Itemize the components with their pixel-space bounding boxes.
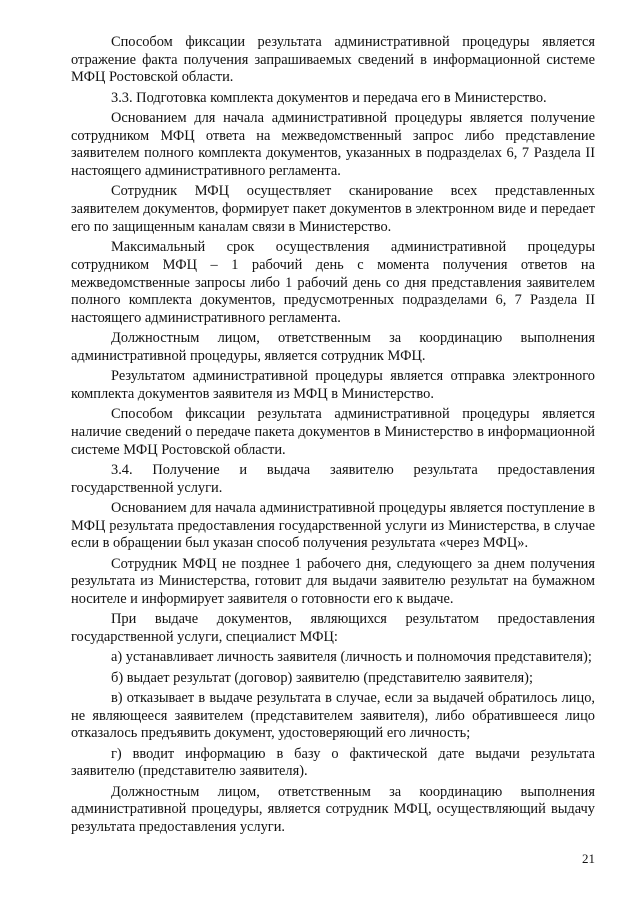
paragraph: Способом фиксации результата административной процедуры является отражение факта получения запрашиваемых сведений в информационной системе МФЦ Ростовской области. [71,34,595,86]
paragraph: Основанием для начала административной процедуры является поступление в МФЦ результата предоставления государственной услуги из Министерства, в случае если в обращении был указан способ получения результата «через МФЦ». [71,499,595,552]
paragraph: Сотрудник МФЦ осуществляет сканирование всех представленных заявителем документов, формирует пакет документов в электронном виде и передает его по защищенным каналам связи в Министерство. [71,183,595,235]
list-item: б) выдает результат (договор) заявителю (представителю заявителя); [111,669,533,686]
page-number: 21 [582,851,595,866]
paragraph: Способом фиксации результата административной процедуры является наличие сведений о передаче пакета документов в Министерство в информационной системе МФЦ Ростовской области. [71,406,595,458]
document-page [71,34,595,839]
paragraph: Должностным лицом, ответственным за координацию выполнения административной процедуры, является сотрудник МФЦ, осуществляющий выдачу результата предоставления услуги. [71,783,595,836]
paragraph: Результатом административной процедуры является отправка электронного комплекта документов заявителя из МФЦ в Министерство. [71,368,595,402]
paragraph: При выдаче документов, являющихся результатом предоставления государственной услуги, специалист МФЦ: [71,611,595,646]
paragraph: Сотрудник МФЦ не позднее 1 рабочего дня, следующего за днем получения результата из Министерства, готовит для выдачи заявителю результат на бумажном носителе и информирует заявителя о готовности его к выдаче. [71,555,595,608]
list-item: г) вводит информацию в базу о фактической дате выдачи результата заявителю (представителю заявителя). [71,745,595,780]
paragraph: Максимальный срок осуществления административной процедуры сотрудником МФЦ – 1 рабочий день с момента получения ответов на межведомственные запросы либо 1 рабочий день со дня представления заявителем полного комплекта документов, предусмотренных подразделами 6, 7 Раздела II настоящего административного регламента. [71,239,595,326]
list-item: в) отказывает в выдаче результата в случае, если за выдачей обратилось лицо, не являющееся заявителем (представителем заявителя), либо обратившееся лицо отказалось предъявить документ, удостоверяющий его личность; [71,689,595,742]
section-heading: 3.3. Подготовка комплекта документов и передача его в Министерство. [111,89,547,106]
section-heading: 3.4. Получение и выдача заявителю результата предоставления государственной услуги. [71,461,595,496]
paragraph: Основанием для начала административной процедуры является получение сотрудником МФЦ ответа на межведомственный запрос либо представление заявителем полного комплекта документов, указанных в подразделах 6, 7 Раздела II настоящего административного регламента. [71,110,595,180]
list-item: а) устанавливает личность заявителя (личность и полномочия представителя); [111,649,592,666]
paragraph: Должностным лицом, ответственным за координацию выполнения административной процедуры, является сотрудник МФЦ. [71,330,595,364]
